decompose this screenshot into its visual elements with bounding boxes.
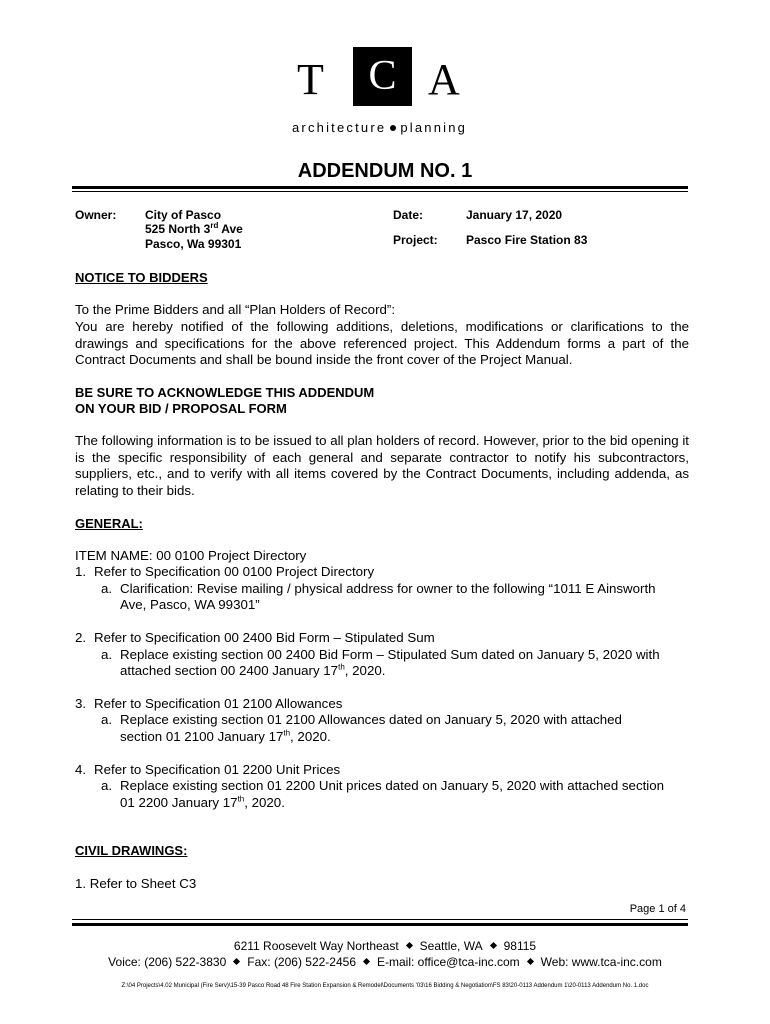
list-item-3: Refer to Specification 01 2100 Allowances [94,696,343,711]
notice-intro: To the Prime Bidders and all “Plan Holders of Record”: [75,302,396,317]
separator-icon [233,958,240,965]
logo-letter-a: A [428,55,460,104]
logo-letter-c: C [368,53,397,99]
logo-box [353,47,412,106]
list-item-2a: Replace existing section 00 2400 Bid Form – Stipulated Sum dated on January 5, 2020 with [120,647,660,662]
separator-icon [406,942,413,949]
tagline-architecture: architecture [292,120,387,135]
owner-street: 525 North 3rd Ave [145,221,243,236]
list-item-4: Refer to Specification 01 2200 Unit Prices [94,762,341,777]
list-item-3a-letter: a. [101,712,113,727]
acknowledge-line-2: ON YOUR BID / PROPOSAL FORM [75,401,287,416]
owner-name: City of Pasco [145,208,222,222]
file-path: Z:\04 Projects\4.02 Municipal (Fire Serv)\15-39 Pasco Road 48 Fire Station Expansion & Remodel\Documents '03\16 Bidding & Negotiation\FS 83\20-0113 Addendum 1\20-0113 Addendum No. 1.doc [121,983,649,989]
date-label: Date: [393,208,424,222]
owner-city: Pasco, Wa 99301 [145,237,242,251]
page-number: Page 1 of 4 [629,903,686,915]
list-item-2: Refer to Specification 00 2400 Bid Form – Stipulated Sum [94,630,435,645]
acknowledge-line-1: BE SURE TO ACKNOWLEDGE THIS ADDENDUM [75,385,375,400]
list-item-2-num: 2. [75,630,87,645]
date-value: January 17, 2020 [466,208,563,222]
list-item-1a-letter: a. [101,581,113,596]
list-item-4a-cont: 01 2200 January 17th, 2020. [120,794,285,810]
project-label: Project: [393,233,438,247]
info-paragraph: The following information is to be issued to all plan holders of record. However, prior to the bid opening it is the specific responsibility of each general and separate contractor to notify his subcontractors, suppliers, etc., and to verify with all items covered by the Contract Documents, including addenda, as relating to their bids. [75,433,689,498]
separator-icon [527,958,534,965]
notice-heading: NOTICE TO BIDDERS [75,270,208,285]
separator-icon [490,942,497,949]
list-item-1-num: 1. [75,564,87,579]
tagline-dot-icon [390,125,396,131]
notice-paragraph: You are hereby notified of the following additions, deletions, modifications or clarifications to the drawings and specifications for the above referenced project. This Addendum forms a part of the Contract Documents and shall be bound inside the front cover of the Project Manual. [75,319,689,367]
footer-rule-thick [72,923,688,926]
page-title: ADDENDUM NO. 1 [297,160,473,182]
civil-item-1: 1. Refer to Sheet C3 [75,876,197,891]
item-name: ITEM NAME: 00 0100 Project Directory [75,548,307,563]
list-item-3a: Replace existing section 01 2100 Allowances dated on January 5, 2020 with attached [120,712,622,727]
list-item-2a-cont: attached section 00 2400 January 17th, 2020. [120,662,386,678]
list-item-2a-letter: a. [101,647,113,662]
list-item-1a: Clarification: Revise mailing / physical address for owner to the following “1011 E Ainsworth [120,581,656,596]
footer-contact: Voice: (206) 522-3830 Fax: (206) 522-2456 E-mail: office@tca-inc.com Web: www.tca-inc.com [108,955,662,969]
general-heading: GENERAL: [75,516,143,531]
title-rule-thin [72,191,688,192]
list-item-4-num: 4. [75,762,87,777]
list-item-3-num: 3. [75,696,87,711]
footer-rule-thin [72,919,688,920]
list-item-4a: Replace existing section 01 2200 Unit prices dated on January 5, 2020 with attached section [120,778,665,793]
list-item-4a-letter: a. [101,778,113,793]
list-item-3a-cont: section 01 2100 January 17th, 2020. [120,728,331,744]
list-item-1: Refer to Specification 00 0100 Project Directory [94,564,375,579]
title-rule-thick [72,186,688,189]
logo-letter-t: T [297,55,324,104]
project-value: Pasco Fire Station 83 [466,233,588,247]
civil-heading: CIVIL DRAWINGS: [75,843,188,858]
tagline-planning: planning [400,120,468,135]
owner-label: Owner: [75,208,117,222]
footer-address: 6211 Roosevelt Way Northeast Seattle, WA 98115 [233,939,537,953]
logo-tagline [292,120,467,135]
list-item-1a-cont: Ave, Pasco, WA 99301” [120,597,260,612]
separator-icon [363,958,370,965]
